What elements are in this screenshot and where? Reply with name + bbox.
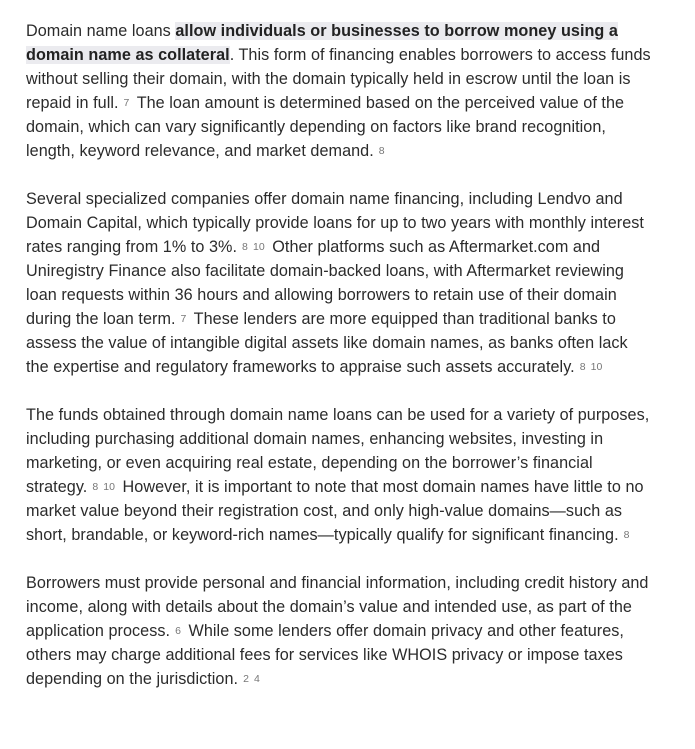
paragraph-text: While some lenders offer domain privacy and other features, others may charge additional fees for services like WHOIS privacy or impose taxes depending on the jurisdiction.	[26, 622, 624, 688]
paragraph-text: Several specialized companies offer domain name financing, including Lendvo and Domain Capital, which typically provide loans for up to two years with monthly interest rates ranging from 1% to 3%.	[26, 190, 644, 256]
paragraph-text: However, it is important to note that most domain names have little to no market value beyond their registration cost, and only high-value domains—such as short, brandable, or keyword-rich names—typically qualify for significant financing.	[26, 478, 644, 544]
citation-link[interactable]: 10	[252, 241, 265, 253]
citation-link[interactable]: 8	[378, 145, 385, 157]
paragraph-text: These lenders are more equipped than traditional banks to assess the value of intangible digital assets like domain names, as banks often lack the expertise and regulatory frameworks to appraise such assets accurately.	[26, 310, 628, 376]
citation-link[interactable]: 6	[175, 625, 181, 637]
paragraph-text: Other platforms such as Aftermarket.com and Uniregistry Finance also facilitate domain-backed loans, with Aftermarket reviewing loan requests within 36 hours and allowing borrowers to retain use of their domain during the loan term.	[26, 238, 624, 328]
citation-link[interactable]: 4	[253, 673, 260, 685]
citation-link[interactable]: 7	[123, 97, 130, 109]
paragraph-text: Domain name loans	[26, 22, 176, 40]
citation-link[interactable]: 10	[103, 481, 115, 493]
citation-link[interactable]: 2	[243, 673, 249, 685]
paragraph-text: . This form of financing enables borrowers to access funds without selling their domain, with the domain typically held in escrow until the loan is repaid in full.	[26, 46, 651, 112]
answer-paragraph	[26, 403, 654, 547]
paragraph-text: Borrowers must provide personal and financial information, including credit history and income, along with details about the domain’s value and intended use, as part of the application process.	[26, 574, 649, 640]
highlighted-text: allow individuals or businesses to borrow money using a domain name as collateral	[26, 22, 618, 64]
citation-link[interactable]: 8	[623, 529, 630, 541]
answer-paragraph	[26, 187, 654, 379]
citation-link[interactable]: 8	[579, 361, 586, 373]
citation-link[interactable]: 8	[242, 241, 248, 253]
paragraph-text: The funds obtained through domain name loans can be used for a variety of purposes, including purchasing additional domain names, enhancing websites, investing in marketing, or even acquiring real estate, depending on the borrower’s financial strategy.	[26, 406, 650, 496]
answer-paragraph	[26, 19, 654, 163]
citation-link[interactable]: 8	[92, 481, 99, 493]
answer-paragraph	[26, 571, 654, 691]
citation-link[interactable]: 10	[590, 361, 603, 373]
citation-link[interactable]: 7	[180, 313, 187, 325]
paragraph-text: The loan amount is determined based on the perceived value of the domain, which can vary significantly depending on factors like brand recognition, length, keyword relevance, and market demand.	[26, 94, 625, 160]
answer-content	[26, 19, 654, 715]
